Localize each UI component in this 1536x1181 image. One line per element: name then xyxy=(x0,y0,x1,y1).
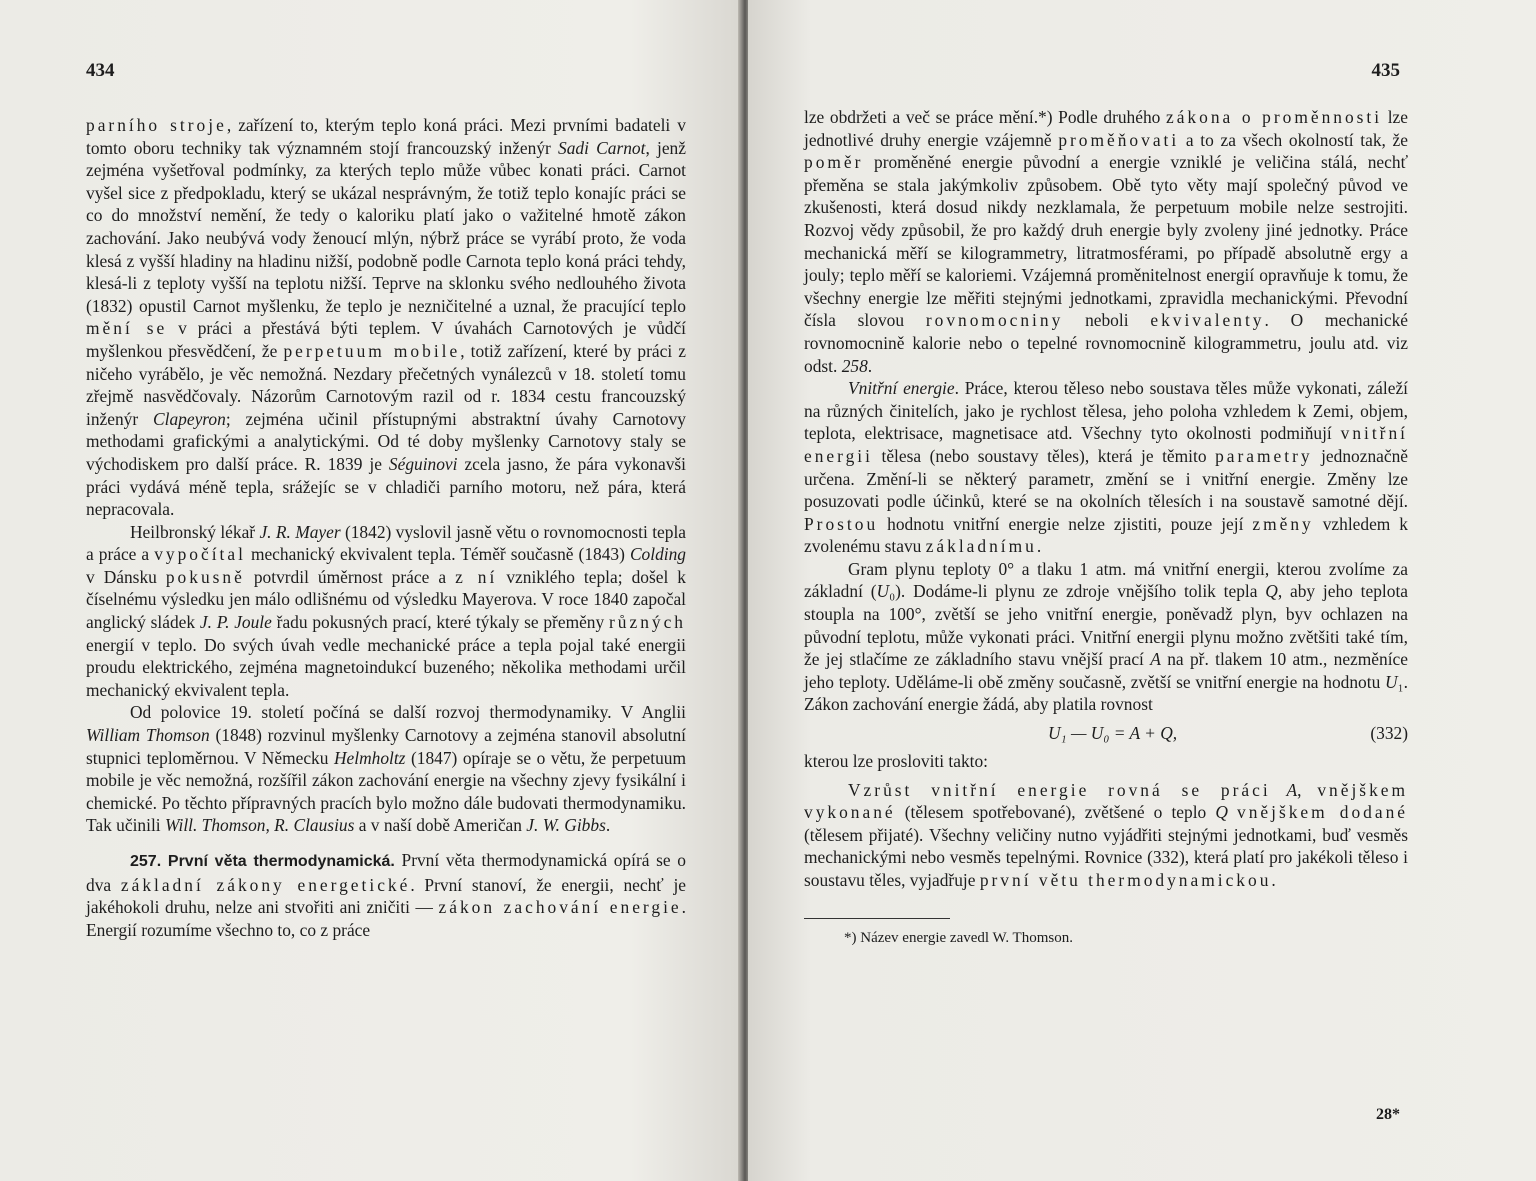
text-segment: v Dánsku xyxy=(86,566,166,587)
text-segment: neboli xyxy=(1063,310,1151,331)
text-segment: (tělesem přijaté). Všechny veličiny nutno vyjádřiti stejnými jednotkami, buď vesměs mechanickými nebo vesměs tepelnými. Rovnice (332), která platí pro jakékoli těleso i soustavu těles, vyjadřuje xyxy=(804,824,1408,890)
text-segment: Q xyxy=(1265,581,1278,602)
text-segment: potvrdil úměrnost práce a xyxy=(244,566,456,587)
text-segment: parametry xyxy=(1215,445,1313,466)
text-segment: vzniklého tepla; došel k číselnému výsledku jen málo odlišnému od výsledku Mayerova. V roce 1840 započal anglický sládek xyxy=(86,566,686,633)
text-segment: (1842) vyslovil jasně větu o rovnomocnosti tepla a práce a xyxy=(86,521,686,565)
paragraph xyxy=(86,521,686,702)
text-segment: řadu pokusných prací, které týkaly se přeměny xyxy=(271,612,609,633)
text-segment: kterou lze prosloviti takto: xyxy=(804,751,989,772)
equation-332 xyxy=(804,718,1408,748)
text-segment: parního stroje xyxy=(86,115,227,135)
text-segment: na př. tlakem 10 atm., nezměníce jeho teploty. Uděláme-li obě změny současně, zvětší se vnitřní energie na hodnotu xyxy=(804,649,1408,692)
text-segment: hodnotu vnitřní energie nelze zjistiti, pouze její xyxy=(878,513,1253,534)
text-segment: jednoznačně určena. Změní-li se některý parametr, změní se i vnitřní energie. Změny lze posuzovati podle účinků, které se na okolních tělesích i na soustavě samotné dějí. xyxy=(804,445,1408,512)
equation-number: (332) xyxy=(1370,723,1408,744)
text-segment: poměr xyxy=(804,152,864,173)
text-segment: základnímu xyxy=(925,536,1037,557)
left-page-body xyxy=(86,114,686,941)
text-segment: Clapeyron xyxy=(153,408,226,429)
right-page xyxy=(748,0,1536,1181)
text-segment: lze obdržeti a več se práce mění.*) Podle druhého xyxy=(804,107,1166,127)
text-segment: , aby jeho teplota stoupla na 100°, zvětší se jeho vnitřní energie, poněvadž plyn, byv ochlazen na původní teplotu, může vykonati práci. Vnitřní energii plynu možno zvětšiti také tím, že jej stlačíme ze základního stavu vnější prací xyxy=(804,581,1409,670)
paragraph xyxy=(804,750,1408,773)
paragraph xyxy=(804,558,1408,716)
text-segment: U xyxy=(1385,671,1398,692)
text-segment: Helmholtz xyxy=(333,747,406,768)
text-segment: J. W. Gibbs xyxy=(526,815,606,836)
right-body-after-equation xyxy=(804,750,1408,892)
right-body-before-equation xyxy=(804,106,1408,716)
text-segment: z ní xyxy=(455,566,498,587)
text-segment: A xyxy=(1286,779,1298,800)
text-segment: První věta thermodynamická opírá se o dva xyxy=(86,850,686,895)
footnote-rule xyxy=(804,918,950,919)
text-segment: , jenž zejména vyšetřoval podmínky, za kterých teplo může vůbec konati práci. Carnot vyšel sice z předpokladu, který se ukázal nesprávným, že totiž teplo konajíc práci se co do množství nemění, že tedy o kaloriku platí jako o važitelné hmotě zákon zachování. Jako neubývá vody ženoucí mlýn, nýbrž práce se vyrábí proto, že voda klesá z vyšší hladiny na hladinu nižší, podobně podle Carnota teplo koná práci tehdy, klesá-li z teploty vyšší na teplotu nižší. Teprve na sklonku svého nedlouhého života (1832) opustil Carnot myšlenku, že teplo je nezničitelné a uznal, že pracující teplo xyxy=(86,137,686,316)
paragraph xyxy=(86,114,686,521)
text-segment: vzhledem k zvolenému stavu xyxy=(804,513,1408,557)
text-segment: . Energií rozumíme všechno to, co z práce xyxy=(86,897,686,940)
text-segment: J. R. Mayer xyxy=(259,521,341,542)
text-segment: vnějškem dodané xyxy=(1237,802,1408,823)
paragraph xyxy=(804,106,1408,377)
text-segment: Sadi Carnot xyxy=(558,137,646,158)
text-segment: (1848) rozvinul myšlenky Carnotovy a zejména stanovil absolutní stupnici teploměrnou. V Německu xyxy=(86,725,686,768)
text-segment: William Thomson xyxy=(86,725,210,746)
text-segment: proměňovati xyxy=(1058,129,1180,150)
text-segment: Vzrůst vnitřní energie rovná se práci xyxy=(848,779,1271,800)
text-segment: , totiž zařízení, které by práci z ničeho vyrábělo, je věc nemožná. Nezdary přečetných vynálezců v 18. století tomu zřejmě nasvědčovaly. Názorům Carnotovým razil od r. 1834 cestu francouzský inženýr xyxy=(86,340,686,429)
paragraph xyxy=(804,377,1408,558)
text-segment: pokusně xyxy=(165,566,245,587)
text-segment: vnějškem vykonané xyxy=(804,779,1409,823)
text-segment: Colding xyxy=(629,544,686,565)
text-segment: proměněné energie původní a energie vzniklé je veličina stálá, nechť přeměna se stala jakýmkoliv způsobem. Obě tyto věty mají společný původ ve zkušenosti, která dosud nikdy nezklamala, že perpetuum mobile nelze sestrojiti. Rozvoj vědy způsobil, že pro každý druh energie byly zvoleny jiné jednotky. Práce mechanická měří se kilogrammetry, litratmosférami, po případě absolutně ergy a jouly; teplo měří se kaloriemi. Vzájemná proměnitelnost energií opravňuje k tomu, že všechny energie lze měřiti stejnými jednotkami, zpravidla mechanickými. Převodní čísla slovou xyxy=(804,152,1408,331)
text-segment: a v naší době Američan xyxy=(354,815,527,836)
text-segment: změny xyxy=(1252,513,1314,534)
text-segment: Vnitřní energie xyxy=(848,378,955,399)
text-segment: J. P. Joule xyxy=(199,612,272,633)
text-segment: ₀). Dodáme-li plynu ze zdroje vnějšího tolik tepla xyxy=(889,581,1266,602)
footnote: *) Název energie zavedl W. Thomson. xyxy=(844,929,1073,946)
text-segment: . xyxy=(867,355,873,376)
text-segment: ₁. Zákon zachování energie žádá, aby platila rovnost xyxy=(804,671,1408,715)
page-number-left: 434 xyxy=(86,60,115,81)
text-segment: ; zejména učinil přístupnými abstraktní úvahy Carnotovy methodami grafickými a analytickými. Od té doby myšlenky Carnotovy staly se východiskem pro další práce. R. 1839 je xyxy=(86,408,686,474)
text-segment: různých xyxy=(608,612,686,633)
text-segment: vypočítal xyxy=(154,544,246,565)
page-number-right: 435 xyxy=(1371,60,1400,81)
paragraph-gap xyxy=(86,837,686,849)
paragraph xyxy=(804,779,1408,892)
text-segment: , xyxy=(1297,779,1318,800)
text-segment: (tělesem spotřebované), zvětšené o teplo xyxy=(895,802,1216,823)
text-segment: a to za všech okolností tak, že xyxy=(1179,129,1408,150)
text-segment: 258 xyxy=(841,355,868,376)
text-segment: . xyxy=(605,815,611,836)
text-segment xyxy=(1271,780,1287,800)
text-segment: zcela jasno, že pára vykonavši práci vydává méně tepla, srážejíc se v chladiči parního motoru, než pára, která nepracovala. xyxy=(86,453,687,520)
text-segment: . O mechanické rovnomocnině kalorie nebo o tepelné rovnomocnině kilogrammetru, joulu atd. viz odst. xyxy=(804,310,1409,376)
text-segment: Gram plynu teploty 0° a tlaku 1 atm. má vnitřní energii, kterou zvolíme za základní ( xyxy=(804,558,1408,602)
text-segment: A xyxy=(1150,649,1161,670)
text-segment: (1847) opíraje se o větu, že perpetuum mobile je věc nemožná, rozšířil zákon zachování energie na všechny zjevy fysikální i chemické. Po těchto přípravných pracích bylo možno dále budovati thermodynamiku. Tak učinili xyxy=(86,747,687,836)
text-segment xyxy=(1228,802,1237,822)
text-segment: v práci a přestává býti teplem. V úvahách Carnotových je vůdčí myšlenkou přesvědčení, že xyxy=(86,318,687,361)
text-segment: Q xyxy=(1215,802,1228,823)
text-segment: U xyxy=(876,581,890,602)
text-segment: . První stanoví, že energii, nechť je jakéhokoli druhu, nelze ani stvořiti ani zničiti — xyxy=(86,874,687,918)
paragraph xyxy=(86,849,686,941)
text-segment: . xyxy=(1036,536,1042,557)
section-heading: 257. První věta thermodynamická. xyxy=(130,853,395,870)
text-segment: . Práce, kterou těleso nebo soustava těles může vykonati, záleží na různých činitelích, jako je rychlost tělesa, jeho poloha vzhledem k Zemi, objem, teplota, elektrisace, magnetisace atd. Všechny tyto okolnosti podmiňují xyxy=(804,378,1409,444)
signature-mark: 28* xyxy=(1376,1106,1400,1123)
text-segment: lze jednotlivé druhy energie vzájemně xyxy=(804,107,1408,150)
text-segment: první větu thermodynamickou xyxy=(979,870,1272,890)
text-segment: zákona o proměnnosti xyxy=(1165,107,1383,127)
text-segment: , zařízení to, kterým teplo koná práci. Mezi prvními badateli v tomto oboru techniky tak významném stojí francouzský inženýr xyxy=(86,115,687,158)
text-segment: tělesa (nebo soustavy těles), která je těmito xyxy=(872,445,1216,466)
text-segment: ekvivalenty xyxy=(1150,310,1265,331)
text-segment: perpetuum mobile xyxy=(283,340,461,361)
text-segment: Prostou xyxy=(804,513,879,534)
text-segment: vnitřní energii xyxy=(804,423,1408,466)
text-segment: Od polovice 19. století počíná se další rozvoj thermodynamiky. V Anglii xyxy=(130,702,686,723)
equation-formula: U₁ — U₀ = A + Q, xyxy=(1048,723,1178,744)
paragraph xyxy=(86,701,686,837)
text-segment: Séguinovi xyxy=(388,453,458,474)
text-segment: mechanický ekvivalent tepla. Téměř současně (1843) xyxy=(245,544,630,565)
text-segment: Will. Thomson, R. Clausius xyxy=(164,815,355,836)
text-segment: zákon zachování energie xyxy=(438,897,682,918)
text-segment: mění se xyxy=(86,318,168,339)
text-segment: energií v teplo. Do svých úvah vedle mechanické práce a tepla pojal také energii proudu elektrického, zejména magnetoindukcí buzeného; několika methodami určil mechanický ekvivalent tepla. xyxy=(86,634,686,700)
text-segment: Heilbronský lékař xyxy=(130,521,260,542)
text-segment: . xyxy=(1271,870,1276,890)
right-page-body xyxy=(804,106,1408,949)
text-segment: rovnomocniny xyxy=(925,310,1064,331)
text-segment: základní zákony energetické xyxy=(120,874,411,895)
left-page xyxy=(0,0,742,1181)
